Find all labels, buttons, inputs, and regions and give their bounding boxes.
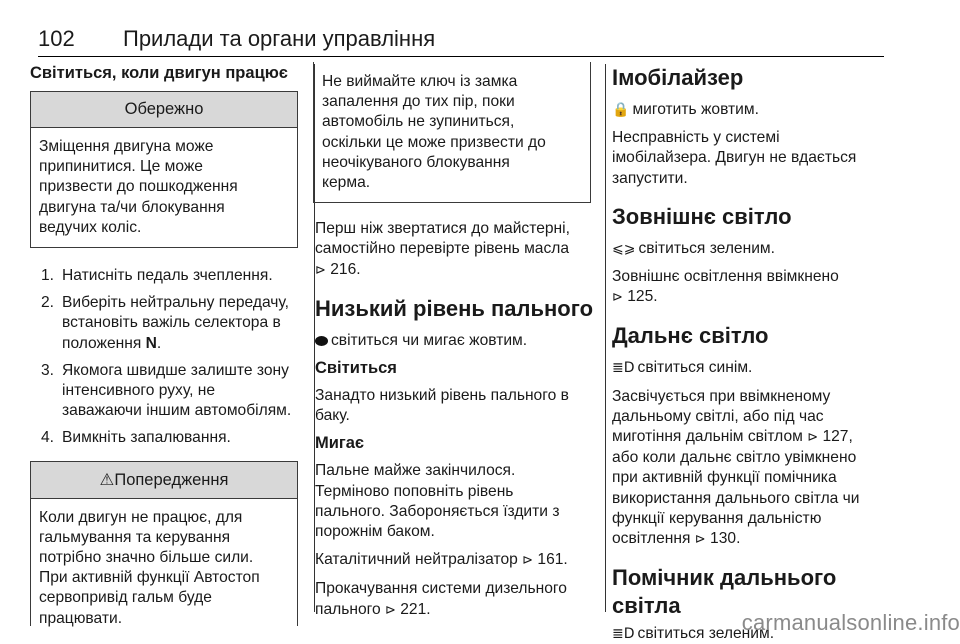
exterior-light-icon: ⩽⩾ <box>612 240 636 257</box>
step-text: встановіть важіль селектора в <box>62 314 281 332</box>
step-item <box>30 266 298 286</box>
low-fuel-indicator-line <box>315 331 597 351</box>
caution-line: ведучих коліс. <box>39 218 142 236</box>
column-2 <box>315 62 597 621</box>
step-number: 3. <box>41 361 55 379</box>
text-line: порожнім баком. <box>315 523 435 541</box>
page-ref[interactable]: 216. <box>330 260 361 278</box>
page-number: 102 <box>38 26 75 51</box>
step-item <box>30 361 298 422</box>
page-ref[interactable]: 127, <box>822 428 853 446</box>
caution-line: припинитися. Це може <box>39 158 203 176</box>
page-ref-arrow-icon: ⊳ <box>612 290 623 306</box>
caution-box-body <box>31 128 297 247</box>
text: світиться зеленим. <box>637 625 775 643</box>
watermark: carmanualsonline.info <box>741 610 960 635</box>
text-line <box>612 427 890 448</box>
step-number: 2. <box>41 294 55 312</box>
exterior-light-heading: Зовнішнє світло <box>612 203 792 229</box>
subheading-flashes: Мигає <box>315 434 365 453</box>
caution-line: Не виймайте ключ із замка <box>322 73 518 90</box>
text-line <box>315 260 597 281</box>
warning-line: сервопривід гальм буде <box>39 589 212 607</box>
warning-line: Коли двигун не працює, для <box>39 508 243 526</box>
section-title: Світиться, коли двигун працює <box>30 64 288 82</box>
caution-line: Зміщення двигуна може <box>39 138 214 155</box>
step-text: положення N. <box>62 334 162 352</box>
step-text: заважаючи іншим автомобілям. <box>62 402 292 420</box>
caution-line: призвести до пошкодження <box>39 178 238 196</box>
text: пального <box>315 600 385 618</box>
warning-line: гальмування та керування <box>39 528 231 546</box>
page-ref[interactable]: 161. <box>537 551 568 569</box>
diesel-paragraph <box>315 579 597 620</box>
caution-line: запалення до тих пір, поки <box>322 93 515 111</box>
step-text: Натисніть педаль зчеплення. <box>62 267 273 285</box>
page-ref[interactable]: 221. <box>400 600 431 618</box>
exterior-light-paragraph <box>612 267 890 308</box>
page-ref[interactable]: 125. <box>627 288 658 306</box>
text: Каталітичний нейтралізатор <box>315 551 523 569</box>
caution-box-title: Обережно <box>31 92 297 128</box>
text-line: Зовнішнє освітлення ввімкнено <box>612 268 839 286</box>
steps-list <box>30 266 298 449</box>
warning-title-text: Попередження <box>114 470 229 489</box>
page-ref-arrow-icon: ⊳ <box>384 602 396 618</box>
fuel-indicator-icon <box>315 336 328 346</box>
text-line <box>612 529 890 550</box>
high-beam-heading: Дальнє світло <box>612 323 769 349</box>
caution-box <box>30 91 298 248</box>
immobiliser-paragraph <box>612 128 890 189</box>
page-ref-arrow-icon: ⊳ <box>807 430 819 446</box>
page-ref-arrow-icon: ⊳ <box>522 553 534 569</box>
text-line: при активній функції помічника <box>612 469 837 487</box>
lock-car-icon: 🔒 <box>612 102 630 118</box>
page-ref-arrow-icon: ⊳ <box>694 532 706 548</box>
high-beam-assist-icon: ≣D <box>612 626 635 643</box>
column-1 <box>30 62 298 626</box>
column-divider-2 <box>605 64 606 612</box>
step-number: 1. <box>41 267 55 285</box>
text: світиться синім. <box>637 359 753 377</box>
immobiliser-indicator-line <box>612 100 890 120</box>
step-text: Вимкніть запалювання. <box>62 429 231 447</box>
high-beam-icon: ≣D <box>612 360 635 377</box>
caution-line: оскільки це може призвести до <box>322 133 546 151</box>
text-line: запустити. <box>612 169 688 187</box>
text-line: Несправність у системі <box>612 129 780 147</box>
caution-continuation-box <box>313 62 591 203</box>
lit-paragraph <box>315 386 597 426</box>
subheading-lit: Світиться <box>315 359 397 378</box>
flashes-paragraph <box>315 461 597 542</box>
text-line: пального. Забороняється їздити з <box>315 502 560 520</box>
caution-continuation-body <box>314 62 590 202</box>
text-line: використання дальнього світла чи <box>612 489 860 507</box>
text-line <box>315 600 597 621</box>
page-header <box>38 22 884 57</box>
caution-line: двигуна та/чи блокування <box>39 198 225 216</box>
workshop-paragraph <box>315 219 597 281</box>
step-text: Якомога швидше залиште зону <box>62 361 289 379</box>
text-line: Прокачування системи дизельного <box>315 580 567 598</box>
caution-line: неочікуваного блокування <box>322 153 510 171</box>
page-ref[interactable]: 130. <box>710 530 741 548</box>
step-item <box>30 428 298 448</box>
step-number: 4. <box>41 429 55 447</box>
high-beam-indicator-line <box>612 358 890 378</box>
warning-box <box>30 461 298 626</box>
high-beam-paragraph <box>612 387 890 551</box>
text: світиться чи мигає жовтим. <box>331 331 528 349</box>
heading-line: світла <box>612 593 681 619</box>
text-line: імобілайзера. Двигун не вдається <box>612 149 857 167</box>
caution-line: автомобіль не зупиниться, <box>322 113 515 131</box>
step-text: Виберіть нейтральну передачу, <box>62 294 289 312</box>
text: світиться зеленим. <box>638 239 775 257</box>
catalytic-line <box>315 550 597 571</box>
text-line: Занадто низький рівень пального в <box>315 387 569 405</box>
warning-line: При активній функції Автостоп <box>39 569 260 587</box>
column-3 <box>612 62 890 644</box>
text-line: або коли дальнє світло увімкнено <box>612 449 857 467</box>
low-fuel-heading: Низький рівень пального <box>315 295 594 321</box>
text-line: самостійно перевірте рівень масла <box>315 240 570 258</box>
heading-line: Помічник дальнього <box>612 565 837 591</box>
text-line: баку. <box>315 407 350 425</box>
text: миготить жовтим. <box>632 101 759 118</box>
caution-line: керма. <box>322 174 371 192</box>
text-line: дальньому світлі, або під час <box>612 407 824 425</box>
page-ref-arrow-icon: ⊳ <box>315 262 326 278</box>
exterior-light-indicator-line <box>612 239 890 259</box>
text: освітлення <box>612 530 695 548</box>
text-line: Перш ніж звертатися до майстерні, <box>315 220 570 238</box>
text-line: Засвічується при ввімкненому <box>612 387 831 405</box>
warning-box-title <box>31 462 297 499</box>
page-title: Прилади та органи управління <box>123 26 436 51</box>
text-line: функції керування дальністю <box>612 509 822 527</box>
step-item <box>30 293 298 354</box>
warning-box-body <box>31 499 297 638</box>
text-line: Терміново поповніть рівень <box>315 482 514 500</box>
warning-line: працювати. <box>39 609 123 627</box>
text-line: Пальне майже закінчилося. <box>315 462 516 480</box>
immobiliser-heading: Імобілайзер <box>612 65 744 90</box>
step-text: інтенсивного руху, не <box>62 382 216 400</box>
warning-icon: ⚠ <box>99 469 115 489</box>
warning-line: потрібно значно більше сили. <box>39 549 254 567</box>
text: миготіння дальнім світлом <box>612 428 808 446</box>
text-line <box>612 287 890 308</box>
